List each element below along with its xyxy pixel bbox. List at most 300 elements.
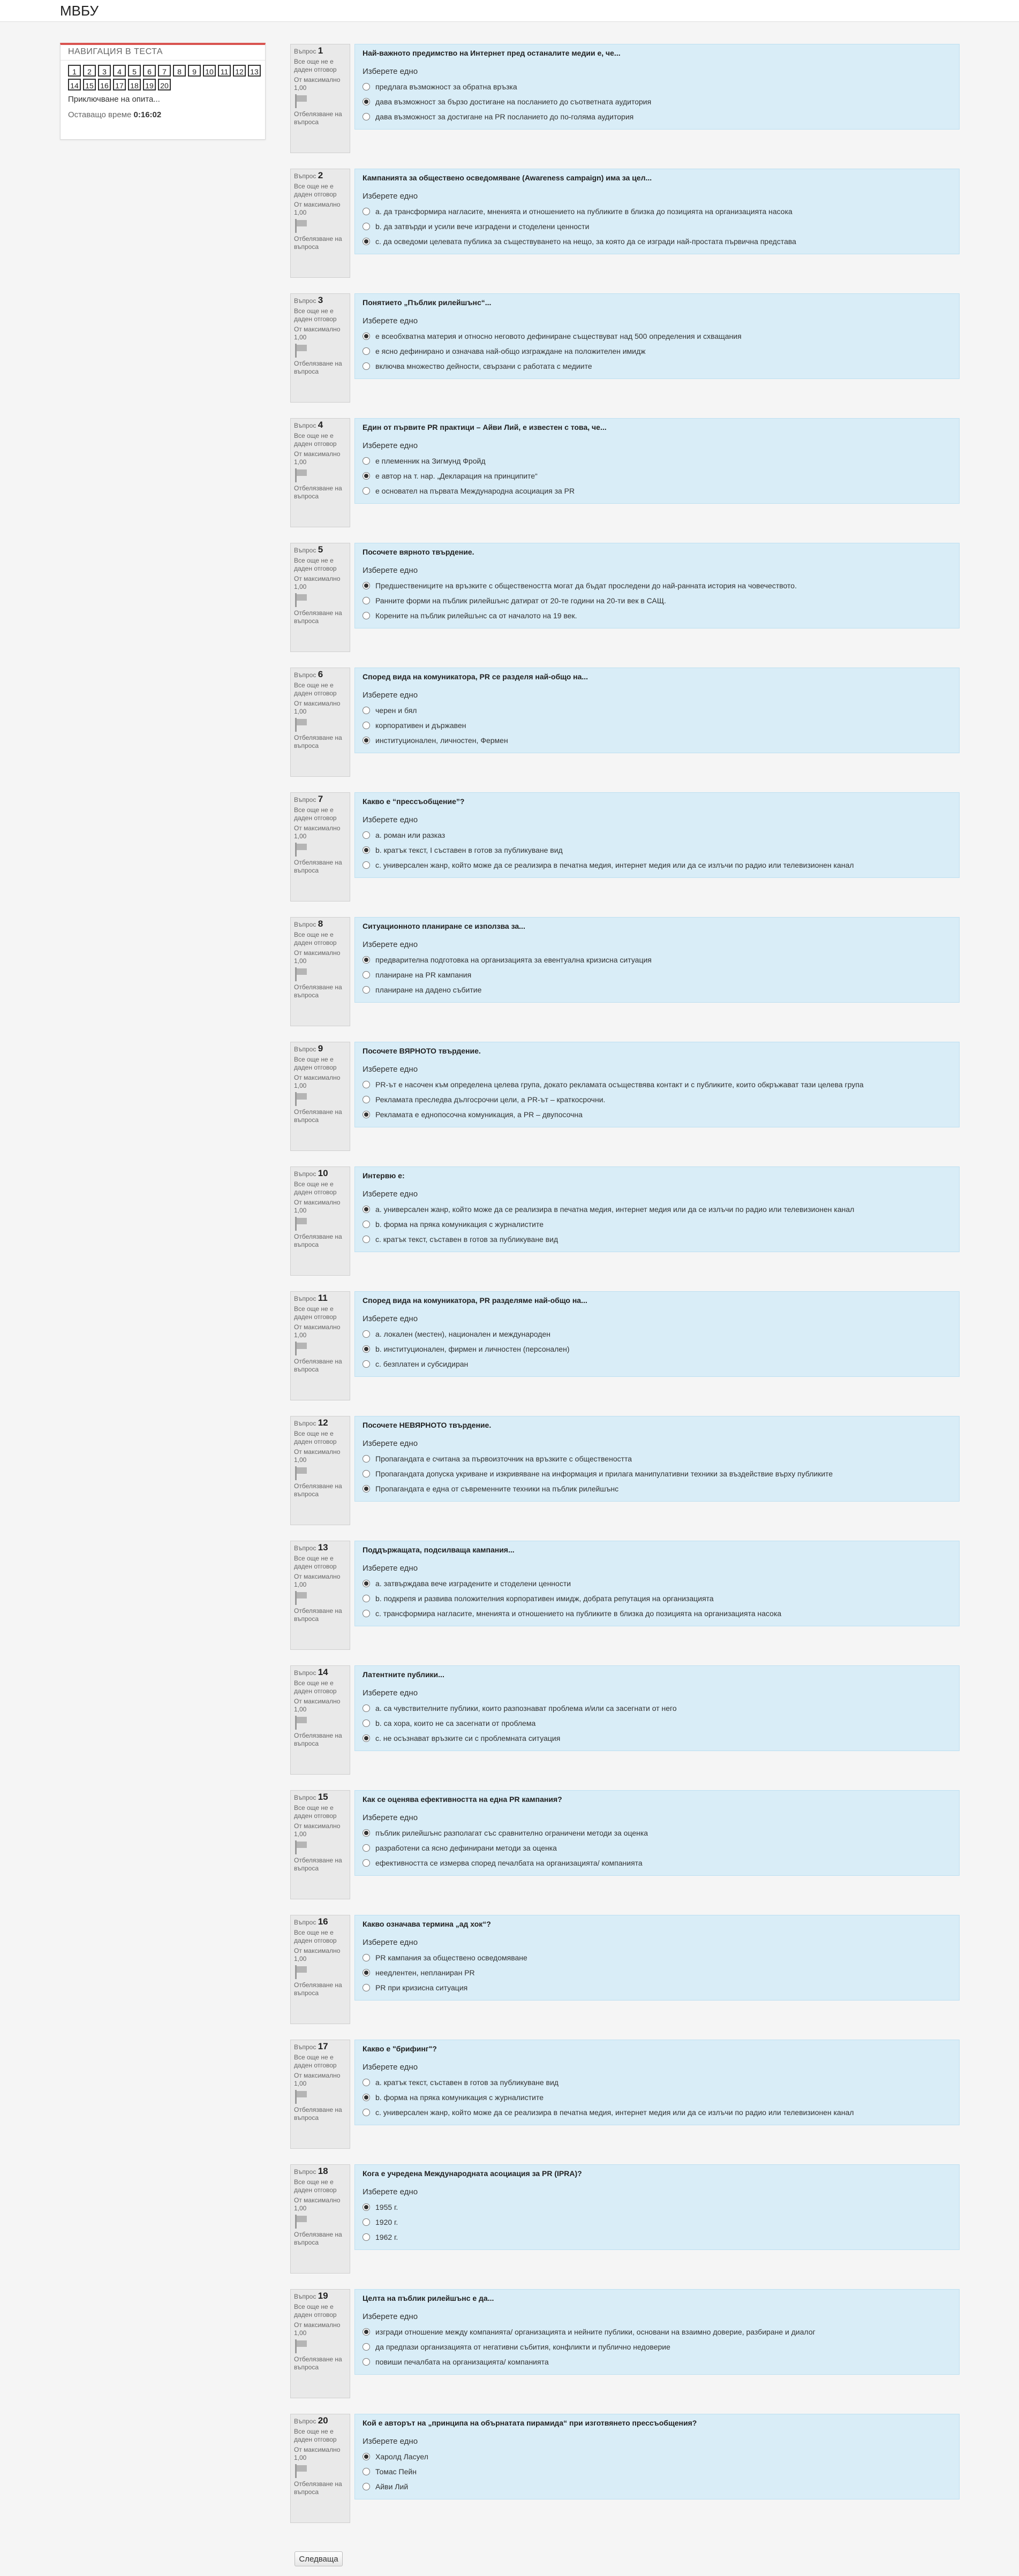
question-info xyxy=(290,1416,350,1525)
answer-option[interactable] xyxy=(363,1855,952,1870)
answer-option[interactable] xyxy=(363,1077,952,1092)
answer-option-label[interactable]: b. са хора, които не са засегнати от проблема xyxy=(375,1719,536,1728)
answer-option-label[interactable]: PR-ът е насочен към определена целева група, докато рекламата осъществява контакт и с публиките, които обкръжават тази целева група xyxy=(375,1080,864,1089)
radio-button[interactable] xyxy=(363,1470,370,1478)
flag-icon[interactable] xyxy=(294,1466,307,1480)
answer-option[interactable] xyxy=(363,1701,952,1716)
question-max-points: От максимално 1,00 xyxy=(294,949,341,965)
radio-button[interactable] xyxy=(363,362,370,370)
answer-option[interactable] xyxy=(363,1716,952,1731)
question-label: Въпрос xyxy=(294,297,316,305)
question-label: Въпрос xyxy=(294,1045,316,1053)
flag-question-link[interactable]: Отбелязване на въпроса xyxy=(294,983,342,999)
flag-question-link[interactable]: Отбелязване на въпроса xyxy=(294,1981,342,1997)
radio-button[interactable] xyxy=(363,986,370,994)
question-number xyxy=(294,545,346,555)
answer-option[interactable] xyxy=(363,1840,952,1855)
flag-question-link[interactable]: Отбелязване на въпроса xyxy=(294,2355,342,2371)
answer-option-label[interactable]: a. роман или разказ xyxy=(375,831,446,839)
answer-option[interactable] xyxy=(363,608,952,623)
question-number xyxy=(294,2167,346,2176)
answer-option[interactable] xyxy=(363,1576,952,1591)
finish-attempt-link[interactable]: Приключване на опита... xyxy=(68,95,160,104)
flag-icon[interactable] xyxy=(294,1716,307,1730)
answer-option-label[interactable]: PR кампания за обществено осведомяване xyxy=(375,1953,527,1962)
question-number xyxy=(294,1294,346,1303)
answer-option-label[interactable]: е основател на първата Международна асоциация за PR xyxy=(375,487,575,495)
quiz-nav-button[interactable]: 5 xyxy=(128,65,141,77)
question-content xyxy=(354,1915,960,2001)
radio-button[interactable] xyxy=(363,2483,370,2490)
answer-option[interactable] xyxy=(363,1731,952,1746)
answer-option[interactable] xyxy=(363,733,952,748)
question-state: Все още не е даден отговор xyxy=(294,1430,337,1445)
question-info xyxy=(290,44,350,153)
answer-option[interactable] xyxy=(363,1591,952,1606)
question-buttons xyxy=(68,65,261,90)
radio-button[interactable] xyxy=(363,113,370,120)
radio-button[interactable] xyxy=(363,208,370,215)
flag-icon[interactable] xyxy=(294,2215,307,2229)
answer-option-label[interactable]: Рекламата е еднопосочна комуникация, а PR – двупосочна xyxy=(375,1110,583,1119)
question-state: Все още не е даден отговор xyxy=(294,557,337,572)
choose-one-prompt: Изберете едно xyxy=(363,815,418,824)
radio-button[interactable] xyxy=(363,1844,370,1852)
radio-button[interactable] xyxy=(363,223,370,230)
radio-button[interactable] xyxy=(363,1206,370,1213)
choose-one-prompt: Изберете едно xyxy=(363,2437,418,2446)
next-page-button[interactable]: Следваща xyxy=(295,2551,343,2566)
radio-button[interactable] xyxy=(363,2094,370,2101)
question-max-points: От максимално 1,00 xyxy=(294,201,341,216)
question-number-value: 9 xyxy=(318,1043,323,1054)
flag-icon[interactable] xyxy=(294,843,307,857)
flag-icon[interactable] xyxy=(294,967,307,981)
radio-button[interactable] xyxy=(363,582,370,589)
answer-option-label[interactable]: Предшествениците на връзките с обществеността могат да бъдат проследени до най-ранната история на човечеството. xyxy=(375,581,797,590)
radio-button[interactable] xyxy=(363,1221,370,1228)
quiz-nav-button[interactable]: 16 xyxy=(98,79,111,90)
answer-option-label[interactable]: е племенник на Зигмунд Фройд xyxy=(375,457,486,465)
radio-button[interactable] xyxy=(363,2468,370,2475)
answer-option-label[interactable]: a. са чувствителните публики, които разпознават проблема и/или са засегнати от него xyxy=(375,1704,677,1713)
radio-button[interactable] xyxy=(363,612,370,619)
quiz-nav-button[interactable]: 3 xyxy=(98,65,111,77)
radio-button[interactable] xyxy=(363,1330,370,1338)
answer-option-label[interactable]: разработени са ясно дефинирани методи за оценка xyxy=(375,1844,557,1852)
answer-option-label[interactable]: повиши печалбата на организацията/ компанията xyxy=(375,2358,549,2366)
flag-question-link[interactable]: Отбелязване на въпроса xyxy=(294,2480,342,2496)
answer-option-label[interactable]: a. локален (местен), национален и международен xyxy=(375,1330,550,1338)
answer-option-label[interactable]: Ранните форми на пъблик рилейшънс датират от 20-те години на 20-ти век в САЩ. xyxy=(375,596,666,605)
radio-button[interactable] xyxy=(363,2328,370,2336)
site-brand[interactable]: МВБУ xyxy=(60,3,99,19)
answer-option-label[interactable]: Пропагандата е считана за първоизточник на връзките с обществеността xyxy=(375,1454,632,1463)
answer-option[interactable] xyxy=(363,843,952,858)
radio-button[interactable] xyxy=(363,487,370,495)
answer-option[interactable] xyxy=(363,79,952,94)
flag-icon[interactable] xyxy=(294,94,307,108)
answer-option-label[interactable]: е автор на т. нар. „Декларация на принципите“ xyxy=(375,472,538,480)
answer-option[interactable] xyxy=(363,1481,952,1496)
answer-option-label[interactable]: c. универсален жанр, който може да се реализира в печатна медия, интернет медия или да се излъчи по радио или телевизионен канал xyxy=(375,2108,854,2117)
radio-button[interactable] xyxy=(363,457,370,465)
quiz-navigation-block xyxy=(60,43,266,140)
answer-option[interactable] xyxy=(363,329,952,344)
answer-option-label[interactable]: е ясно дефинирано и означава най-общо изграждане на положителен имидж xyxy=(375,347,646,355)
radio-button[interactable] xyxy=(363,2343,370,2351)
answer-option[interactable] xyxy=(363,344,952,359)
radio-button[interactable] xyxy=(363,472,370,480)
answer-option[interactable] xyxy=(363,2230,952,2245)
radio-button[interactable] xyxy=(363,1610,370,1617)
answer-option-label[interactable]: Пропагандата е една от съвременните техники на пъблик рилейшънс xyxy=(375,1484,619,1493)
answer-option-label[interactable]: корпоративен и държавен xyxy=(375,721,466,730)
radio-button[interactable] xyxy=(363,1096,370,1103)
quiz-nav-button[interactable]: 12 xyxy=(233,65,246,77)
question-text: Латентните публики... xyxy=(363,1670,444,1679)
answer-option[interactable] xyxy=(363,828,952,843)
question-number-value: 20 xyxy=(318,2415,328,2426)
answer-option-label[interactable]: b. подкрепя и развива положителния корпоративен имидж, добрата репутация на организацията xyxy=(375,1594,714,1603)
choose-one-prompt: Изберете едно xyxy=(363,566,418,575)
radio-button[interactable] xyxy=(363,1595,370,1602)
flag-question-link[interactable]: Отбелязване на въпроса xyxy=(294,235,342,251)
answer-option[interactable] xyxy=(363,858,952,873)
answer-option-label[interactable]: предлага възможност за обратна връзка xyxy=(375,82,517,91)
answer-option-label[interactable]: да предпази организацията от негативни събития, конфликти и публично недоверие xyxy=(375,2343,670,2351)
answer-option-label[interactable]: ефективността се измерва според печалбата на организацията/ компанията xyxy=(375,1859,643,1867)
answer-option[interactable] xyxy=(363,1217,952,1232)
radio-button[interactable] xyxy=(363,1081,370,1088)
flag-icon[interactable] xyxy=(294,2464,307,2478)
quiz-nav-button[interactable]: 20 xyxy=(158,79,171,90)
answer-option-label[interactable]: PR при кризисна ситуация xyxy=(375,1983,468,1992)
question-number xyxy=(294,1918,346,1927)
answer-option-label[interactable]: неедлентен, непланиран PR xyxy=(375,1968,475,1977)
answer-option[interactable] xyxy=(363,483,952,498)
quiz-nav-button[interactable]: 8 xyxy=(173,65,186,77)
flag-question-link[interactable]: Отбелязване на въпроса xyxy=(294,1482,342,1498)
radio-button[interactable] xyxy=(363,1580,370,1587)
answer-option[interactable] xyxy=(363,2090,952,2105)
radio-button[interactable] xyxy=(363,1954,370,1961)
quiz-nav-button[interactable]: 1 xyxy=(68,65,81,77)
flag-question-link[interactable]: Отбелязване на въпроса xyxy=(294,110,342,126)
answer-option-label[interactable]: пъблик рилейшънс разполагат със сравнително ограничени методи за оценка xyxy=(375,1829,648,1837)
answer-option-label[interactable]: 1955 г. xyxy=(375,2203,398,2211)
quiz-nav-button[interactable]: 9 xyxy=(188,65,201,77)
flag-icon[interactable] xyxy=(294,593,307,607)
flag-question-link[interactable]: Отбелязване на въпроса xyxy=(294,1358,342,1373)
radio-button[interactable] xyxy=(363,1345,370,1353)
flag-icon[interactable] xyxy=(294,1840,307,1854)
answer-option[interactable] xyxy=(363,2354,952,2369)
flag-question-link[interactable]: Отбелязване на въпроса xyxy=(294,2231,342,2246)
question-content xyxy=(354,2040,960,2125)
flag-question-link[interactable]: Отбелязване на въпроса xyxy=(294,1857,342,1872)
flag-icon[interactable] xyxy=(294,1217,307,1231)
radio-button[interactable] xyxy=(363,737,370,744)
answer-option[interactable] xyxy=(363,1965,952,1980)
question-info xyxy=(290,169,350,278)
answer-option[interactable] xyxy=(363,1466,952,1481)
answer-option[interactable] xyxy=(363,593,952,608)
radio-button[interactable] xyxy=(363,1455,370,1463)
answer-option[interactable] xyxy=(363,359,952,374)
radio-button[interactable] xyxy=(363,83,370,90)
flag-question-link[interactable]: Отбелязване на въпроса xyxy=(294,1732,342,1747)
question-info xyxy=(290,2040,350,2149)
radio-button[interactable] xyxy=(363,956,370,964)
radio-button[interactable] xyxy=(363,1969,370,1976)
question-label: Въпрос xyxy=(294,172,316,180)
radio-button[interactable] xyxy=(363,1859,370,1867)
radio-button[interactable] xyxy=(363,2233,370,2241)
radio-button[interactable] xyxy=(363,1360,370,1368)
radio-button[interactable] xyxy=(363,707,370,714)
choose-one-prompt: Изберете едно xyxy=(363,441,418,450)
answer-option-label[interactable]: a. да трансформира нагласите, мненията и отношението на публиките в близка до позицията на организацията насока xyxy=(375,207,792,216)
answer-option[interactable] xyxy=(363,703,952,718)
quiz-nav-button[interactable]: 7 xyxy=(158,65,171,77)
question-state: Все още не е даден отговор xyxy=(294,432,337,448)
quiz-nav-button[interactable]: 19 xyxy=(143,79,156,90)
answer-option[interactable] xyxy=(363,2479,952,2494)
answer-option[interactable] xyxy=(363,234,952,249)
question-number xyxy=(294,2042,346,2051)
question-number-value: 13 xyxy=(318,1542,328,1552)
answer-option[interactable] xyxy=(363,1950,952,1965)
answer-option-label[interactable]: a. универсален жанр, който може да се реализира в печатна медия, интернет медия или да се излъчи по радио или телевизионен канал xyxy=(375,1205,855,1214)
flag-question-link[interactable]: Отбелязване на въпроса xyxy=(294,859,342,874)
answer-option-label[interactable]: дава възможност за бързо достигане на посланието до съответната аудитория xyxy=(375,97,652,106)
choose-one-prompt: Изберете едно xyxy=(363,940,418,949)
flag-icon[interactable] xyxy=(294,2090,307,2104)
flag-question-link[interactable]: Отбелязване на въпроса xyxy=(294,609,342,625)
answer-option[interactable] xyxy=(363,2449,952,2464)
answer-option-label[interactable]: b. да затвърди и усили вече изградени и стоделени ценности xyxy=(375,222,590,231)
answer-option[interactable] xyxy=(363,578,952,593)
answer-option[interactable] xyxy=(363,468,952,483)
question-max-points: От максимално 1,00 xyxy=(294,2196,341,2212)
question-text: Какво означава термина „ад хок“? xyxy=(363,1920,491,1928)
answer-option-label[interactable]: b. кратък текст, I съставен в готов за публикуване вид xyxy=(375,846,563,854)
answer-option[interactable] xyxy=(363,1327,952,1342)
answer-option[interactable] xyxy=(363,1451,952,1466)
answer-option[interactable] xyxy=(363,967,952,982)
answer-option[interactable] xyxy=(363,109,952,124)
answer-option-label[interactable]: планиране на PR кампания xyxy=(375,971,472,979)
question-content xyxy=(354,418,960,504)
radio-button[interactable] xyxy=(363,1236,370,1243)
question-number xyxy=(294,1419,346,1428)
answer-option-label[interactable]: Пропагандата допуска укриване и изкривяване на информация и прилага манипулативни техники за въздействие върху публиките xyxy=(375,1469,833,1478)
radio-button[interactable] xyxy=(363,347,370,355)
question-number-value: 5 xyxy=(318,544,323,555)
question-label: Въпрос xyxy=(294,1794,316,1801)
question-label: Въпрос xyxy=(294,1420,316,1427)
answer-option[interactable] xyxy=(363,952,952,967)
flag-icon[interactable] xyxy=(294,344,307,358)
quiz-nav-button[interactable]: 2 xyxy=(83,65,96,77)
question-content xyxy=(354,44,960,130)
question-text: Целта на пъблик рилейшънс е да... xyxy=(363,2294,494,2302)
quiz-nav-button[interactable]: 11 xyxy=(218,65,231,77)
question-state: Все още не е даден отговор xyxy=(294,1804,337,1820)
answer-option-label[interactable]: c. кратък текст, съставен в готов за публикуване вид xyxy=(375,1235,558,1244)
quiz-nav-button[interactable]: 15 xyxy=(83,79,96,90)
answer-option-label[interactable]: b. форма на пряка комуникация с журналистите xyxy=(375,1220,544,1229)
flag-question-link[interactable]: Отбелязване на въпроса xyxy=(294,1607,342,1623)
flag-icon[interactable] xyxy=(294,1092,307,1106)
answer-option-label[interactable]: включва множество дейности, свързани с работата с медиите xyxy=(375,362,592,370)
radio-button[interactable] xyxy=(363,2453,370,2460)
answer-option[interactable] xyxy=(363,1202,952,1217)
question-max-points: От максимално 1,00 xyxy=(294,1323,341,1339)
quiz-nav-button[interactable]: 10 xyxy=(203,65,216,77)
answer-option[interactable] xyxy=(363,1232,952,1247)
question-state: Все още не е даден отговор xyxy=(294,183,337,198)
question-label: Въпрос xyxy=(294,921,316,928)
question-max-points: От максимално 1,00 xyxy=(294,2321,341,2337)
radio-button[interactable] xyxy=(363,971,370,979)
answer-option-label[interactable]: изгради отношение между компанията/ организацията и нейните публики, основани на взаимно доверие, разбиране и диалог xyxy=(375,2328,816,2336)
quiz-nav-button[interactable]: 18 xyxy=(128,79,141,90)
radio-button[interactable] xyxy=(363,722,370,729)
radio-button[interactable] xyxy=(363,1719,370,1727)
question-number-value: 17 xyxy=(318,2041,328,2051)
flag-icon[interactable] xyxy=(294,718,307,732)
radio-button[interactable] xyxy=(363,1829,370,1837)
radio-button[interactable] xyxy=(363,831,370,839)
radio-button[interactable] xyxy=(363,2358,370,2366)
answer-option-label[interactable]: институционален, личностен, Фермен xyxy=(375,736,508,745)
answer-option[interactable] xyxy=(363,2215,952,2230)
answer-option-label[interactable]: b. форма на пряка комуникация с журналистите xyxy=(375,2093,544,2102)
answer-option-label[interactable]: Корените на пъблик рилейшънс са от началото на 19 век. xyxy=(375,611,577,620)
radio-button[interactable] xyxy=(363,2203,370,2211)
question-info xyxy=(290,418,350,527)
radio-button[interactable] xyxy=(363,846,370,854)
radio-button[interactable] xyxy=(363,597,370,604)
answer-option[interactable] xyxy=(363,982,952,997)
quiz-nav-button[interactable]: 13 xyxy=(248,65,261,77)
radio-button[interactable] xyxy=(363,1704,370,1712)
radio-button[interactable] xyxy=(363,2218,370,2226)
question-label: Въпрос xyxy=(294,796,316,804)
question-number-value: 8 xyxy=(318,919,323,929)
answer-option-label[interactable]: a. кратък текст, съставен в готов за публикуване вид xyxy=(375,2078,558,2087)
answer-option[interactable] xyxy=(363,204,952,219)
answer-option[interactable] xyxy=(363,2324,952,2339)
answer-option-label[interactable]: е всеобхватна материя и относно неговото дефиниране съществуват над 500 определения и схващания xyxy=(375,332,742,340)
radio-button[interactable] xyxy=(363,861,370,869)
answer-option-label[interactable]: предварителна подготовка на организацията за евентуална кризисна ситуация xyxy=(375,956,652,964)
radio-button[interactable] xyxy=(363,98,370,105)
flag-icon[interactable] xyxy=(294,2339,307,2353)
quiz-nav-button[interactable]: 4 xyxy=(113,65,126,77)
answer-option-label[interactable]: Рекламата преследва дългосрочни цели, а PR-ът – краткосрочни. xyxy=(375,1095,606,1104)
flag-icon[interactable] xyxy=(294,219,307,233)
answer-option[interactable] xyxy=(363,2075,952,2090)
answer-option[interactable] xyxy=(363,1357,952,1372)
question-number xyxy=(294,296,346,305)
flag-icon[interactable] xyxy=(294,1342,307,1355)
answer-option-label[interactable]: c. да осведоми целевата публика за съществуването на нещо, за която да се изгради най-простата първична представа xyxy=(375,237,796,246)
radio-button[interactable] xyxy=(363,238,370,245)
answer-option[interactable] xyxy=(363,2339,952,2354)
flag-icon[interactable] xyxy=(294,468,307,482)
answer-option[interactable] xyxy=(363,1342,952,1357)
question-number-value: 1 xyxy=(318,46,323,56)
radio-button[interactable] xyxy=(363,1984,370,1991)
flag-question-link[interactable]: Отбелязване на въпроса xyxy=(294,360,342,375)
flag-icon[interactable] xyxy=(294,1965,307,1979)
flag-question-link[interactable]: Отбелязване на въпроса xyxy=(294,2106,342,2122)
answer-option-label[interactable]: планиране на дадено събитие xyxy=(375,986,482,994)
quiz-nav-button[interactable]: 17 xyxy=(113,79,126,90)
answer-option[interactable] xyxy=(363,1092,952,1107)
radio-button[interactable] xyxy=(363,2079,370,2086)
question-state: Все още не е даден отговор xyxy=(294,2428,337,2443)
quiz-nav-button[interactable]: 6 xyxy=(143,65,156,77)
answer-option-label[interactable]: черен и бял xyxy=(375,706,417,715)
answer-option-label[interactable]: 1920 г. xyxy=(375,2218,398,2226)
flag-icon[interactable] xyxy=(294,1591,307,1605)
question-info xyxy=(290,2164,350,2274)
answer-option[interactable] xyxy=(363,1980,952,1995)
answer-option-label[interactable]: 1962 г. xyxy=(375,2233,398,2241)
answer-option[interactable] xyxy=(363,1825,952,1840)
answer-option-label[interactable]: Харолд Ласуел xyxy=(375,2452,428,2461)
answer-option[interactable] xyxy=(363,219,952,234)
answer-option[interactable] xyxy=(363,718,952,733)
quiz-nav-button[interactable]: 14 xyxy=(68,79,81,90)
radio-button[interactable] xyxy=(363,2109,370,2116)
answer-option[interactable] xyxy=(363,1606,952,1621)
answer-option-label[interactable]: c. безплатен и субсидиран xyxy=(375,1360,469,1368)
answer-option-label[interactable]: b. институционален, фирмен и личностен (персонален) xyxy=(375,1345,570,1353)
radio-button[interactable] xyxy=(363,1485,370,1492)
flag-question-link[interactable]: Отбелязване на въпроса xyxy=(294,1233,342,1248)
radio-button[interactable] xyxy=(363,1734,370,1742)
flag-question-link[interactable]: Отбелязване на въпроса xyxy=(294,484,342,500)
flag-question-link[interactable]: Отбелязване на въпроса xyxy=(294,734,342,749)
question-content xyxy=(354,1790,960,1876)
answer-option-label[interactable]: Айви Лий xyxy=(375,2482,409,2491)
radio-button[interactable] xyxy=(363,1111,370,1118)
time-remaining xyxy=(68,110,258,119)
answer-option[interactable] xyxy=(363,1107,952,1122)
flag-question-link[interactable]: Отбелязване на въпроса xyxy=(294,1108,342,1124)
answer-option[interactable] xyxy=(363,2464,952,2479)
answer-option-label[interactable]: c. трансформира нагласите, мненията и отношението на публиките в близка до позицията на организацията насока xyxy=(375,1609,782,1618)
question-number-value: 15 xyxy=(318,1792,328,1802)
question-info xyxy=(290,2289,350,2398)
answer-option-label[interactable]: c. не осъзнават връзките си с проблемната ситуация xyxy=(375,1734,561,1742)
answer-option-label[interactable]: c. универсален жанр, който може да се реализира в печатна медия, интернет медия или да се излъчи по радио или телевизионен канал xyxy=(375,861,854,869)
answer-option[interactable] xyxy=(363,453,952,468)
answer-option-label[interactable]: дава възможност за достигане на PR посланието до по-голяма аудитория xyxy=(375,112,634,121)
radio-button[interactable] xyxy=(363,332,370,340)
answer-option[interactable] xyxy=(363,94,952,109)
answer-option[interactable] xyxy=(363,2200,952,2215)
answer-option-label[interactable]: Томас Пейн xyxy=(375,2467,417,2476)
question-number xyxy=(294,1543,346,1552)
answer-option-label[interactable]: a. затвърждава вече изградените и стоделени ценности xyxy=(375,1579,571,1588)
answer-option[interactable] xyxy=(363,2105,952,2120)
